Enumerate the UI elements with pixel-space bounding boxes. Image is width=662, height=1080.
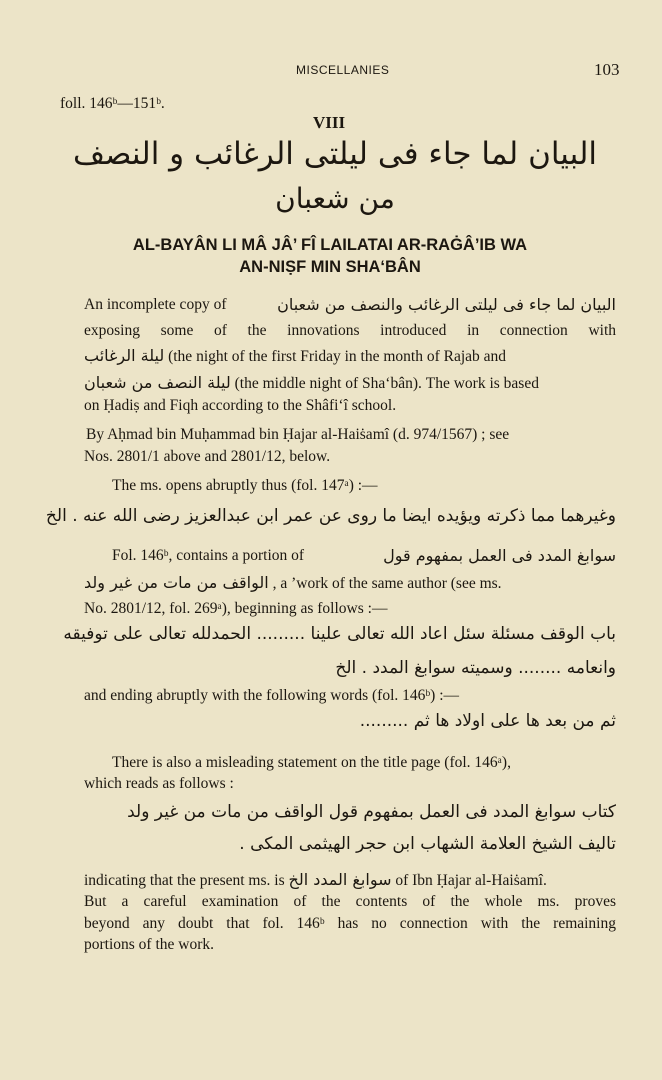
fol146-text: , a ’work of the same author (see ms. [272,575,502,592]
fol146-text: Fol. 146ᵇ, contains a portion of [112,547,305,564]
para2-line-1: By Aḥmad bin Muḥammad bin Ḥajar al-Haiṡamî (d. 974/1567) ; see [86,426,510,443]
para1-text: An incomplete copy of [84,296,227,313]
fol146-line-3: No. 2801/12, fol. 269ᵃ), beginning as follows :— [84,600,388,617]
page-number: 103 [594,60,620,79]
para1-text: (the night of the first Friday in the month of Rajab and [168,348,507,365]
folio-range: foll. 146ᵇ—151ᵇ. [60,95,165,112]
para1-line-1 [84,294,616,316]
arabic-inline-sawabigh-etc: سوابغ المدد الخ [288,870,392,889]
arabic-title-line-2: من شعبان [275,182,395,215]
para1-text: (the middle night of Sha‘bân). The work is based [234,375,539,392]
arabic-inline-waqif: الواقف من مات من غير ولد [84,573,269,592]
arabic-inline-nisf: ليلة النصف من شعبان [84,373,231,392]
conclusion-line-1 [84,869,616,892]
para1-line-3 [84,345,616,368]
misleading-arabic-1: كتاب سوابغ المدد فى العمل بمفهوم قول الواقف من مات من غير ولد [127,802,616,822]
conclusion-line-2: But a careful examination of the contents of the whole ms. proves [84,893,616,910]
para1-line-4 [84,372,616,395]
ending-intro: and ending abruptly with the following words (fol. 146ᵇ) :— [84,687,460,704]
misleading-line-2: which reads as follows : [84,775,234,792]
conclusion-line-4: portions of the work. [84,936,215,953]
fol146-arabic-1: باب الوقف مسئلة سئل اعاد الله تعالى علينا ......... الحمدلله تعالى على توفيقه [63,624,616,644]
fol146-arabic-2: وانعامه ........ وسميته سوابغ المدد . الخ [335,658,616,678]
fol146-line-1 [112,545,616,567]
entry-number: VIII [313,113,346,132]
translit-title-line-2: AN-NIṢF MIN SHA‘BÂN [239,258,421,276]
translit-title-line-1: AL-BAYÂN LI MÂ JÂ’ FÎ LAILATAI AR-RAĠÂ’IB WA [132,236,528,254]
opening-intro: The ms. opens abruptly thus (fol. 147ᵃ) :— [112,477,378,494]
fol146-line-2 [84,572,616,595]
fol146-arabic-3: ثم من بعد ها على اولاد ها ثم ......... [359,711,616,731]
misleading-line-1: There is also a misleading statement on the title page (fol. 146ᵃ), [112,754,511,771]
arabic-inline-title: البيان لما جاء فى ليلتى الرغائب والنصف من شعبان [277,295,616,314]
conclusion-text: indicating that the present ms. is [84,872,285,889]
conclusion-line-3: beyond any doubt that fol. 146ᵇ has no connection with the remaining [84,915,616,932]
conclusion-text: of Ibn Ḥajar al-Haiṡamî. [395,872,547,889]
para1-line-2: exposing some of the innovations introduced in connection with [84,322,616,339]
misleading-arabic-2: تاليف الشيخ العلامة الشهاب ابن حجر الهيثمى المكى . [239,834,616,854]
running-title: MISCELLANIES [296,63,390,77]
para1-line-5: on Ḥadiṣ and Fiqh according to the Shâfi‘î school. [84,397,397,414]
arabic-title-line-1: البيان لما جاء فى ليلتى الرغائب و النصف [72,136,598,172]
arabic-inline-raghaib: ليلة الرغائب [84,346,165,365]
opening-arabic: وغيرهما مما ذكرته ويؤيده ايضا ما روى عن عمر ابن عبدالعزيز رضى الله عنه . الخ [45,506,616,526]
arabic-inline-sawabigh: سوابغ المدد فى العمل بمفهوم قول [383,546,616,565]
para2-line-2: Nos. 2801/1 above and 2801/12, below. [84,448,331,465]
